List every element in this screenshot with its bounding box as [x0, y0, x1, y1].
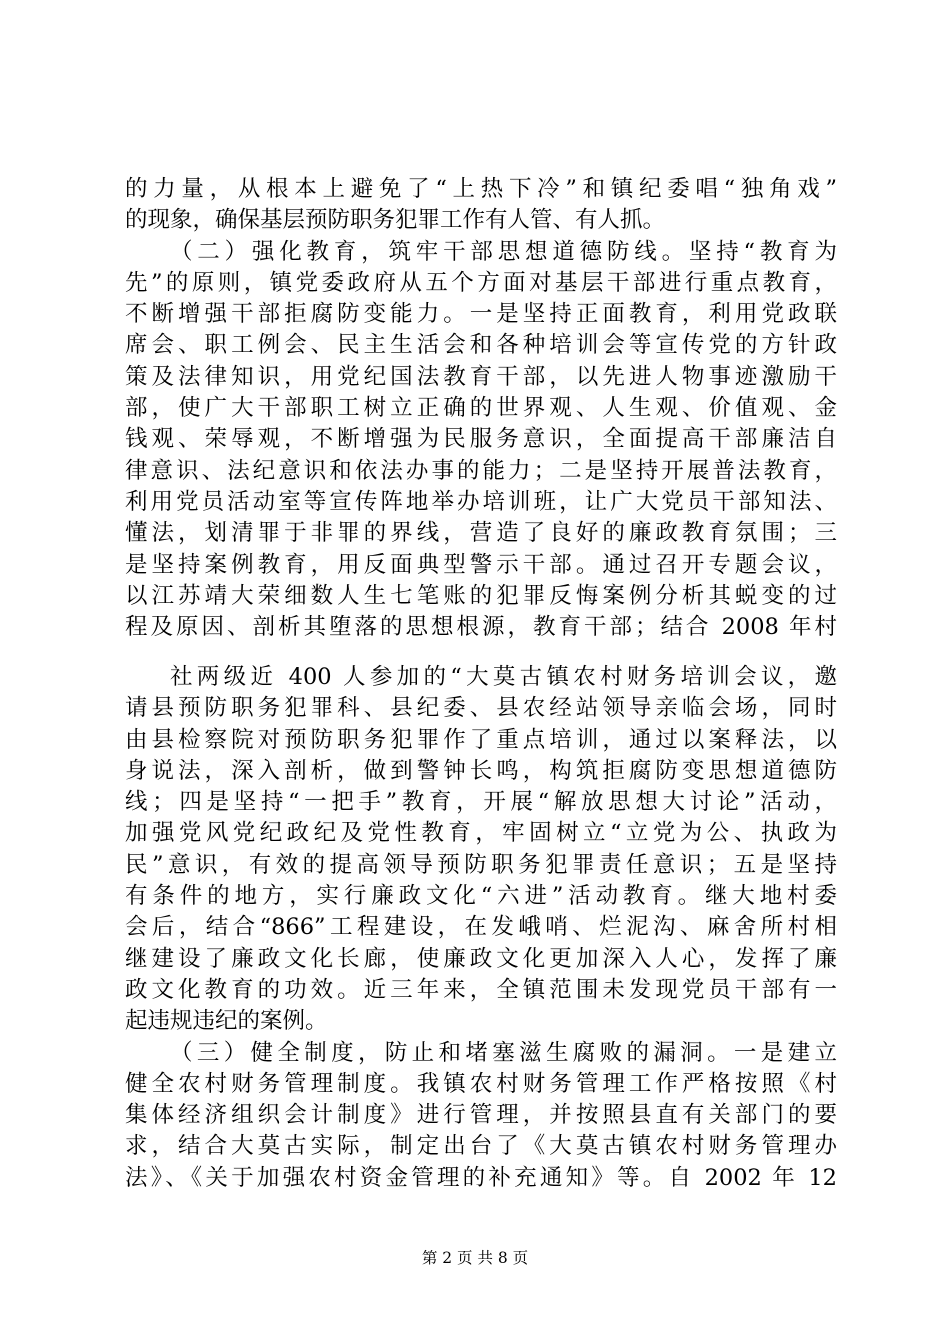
text-line: 政文化教育的功效。近三年来，全镇范围未发现党员干部有一: [125, 976, 837, 1003]
text-line: 策及法律知识，用党纪国法教育干部，以先进人物事迹激励干: [125, 363, 837, 390]
text-line: （二）强化教育，筑牢干部思想道德防线。坚持“教育为: [170, 238, 837, 265]
text-line: 起违规违纪的案例。: [125, 1008, 328, 1035]
text-line: 懂法，划清罪于非罪的界线，营造了良好的廉政教育氛围；三: [125, 520, 837, 547]
text-line: 法》、《关于加强农村资金管理的补充通知》等。自 2002 年 12: [125, 1164, 837, 1191]
text-line: （三）健全制度，防止和堵塞滋生腐败的漏洞。一是建立: [170, 1039, 837, 1066]
text-line: 有条件的地方，实行廉政文化“六进”活动教育。继大地村委: [125, 883, 837, 910]
text-line: 身说法，深入剖析，做到警钟长鸣，构筑拒腐防变思想道德防: [125, 757, 837, 784]
text-line: 会后，结合“866”工程建设，在发峨哨、烂泥沟、麻舍所村相: [125, 914, 837, 941]
text-line: 集体经济组织会计制度》进行管理，并按照县直有关部门的要: [125, 1102, 837, 1129]
text-line: 请县预防职务犯罪科、县纪委、县农经站领导亲临会场，同时: [125, 695, 837, 722]
text-line: 由县检察院对预防职务犯罪作了重点培训，通过以案释法，以: [125, 726, 837, 753]
text-line: 利用党员活动室等宣传阵地举办培训班，让广大党员干部知法、: [125, 488, 837, 515]
text-line: 律意识、法纪意识和依法办事的能力；二是坚持开展普法教育，: [125, 457, 837, 484]
page-footer: 第 2 页 共 8 页: [421, 1249, 529, 1267]
text-line: 不断增强干部拒腐防变能力。一是坚持正面教育，利用党政联: [125, 301, 837, 328]
text-line: 加强党风党纪政纪及党性教育，牢固树立“立党为公、执政为: [125, 820, 837, 847]
text-line: 先”的原则，镇党委政府从五个方面对基层干部进行重点教育，: [125, 269, 837, 296]
text-line: 是坚持案例教育，用反面典型警示干部。通过召开专题会议，: [125, 551, 837, 578]
text-line: 的力量，从根本上避免了“上热下冷”和镇纪委唱“独角戏”: [125, 176, 837, 202]
text-line: 民”意识，有效的提高领导预防职务犯罪责任意识；五是坚持: [125, 851, 837, 878]
text-line: 社两级近 400 人参加的“大莫古镇农村财务培训会议，邀: [170, 664, 837, 690]
text-line: 席会、职工例会、民主生活会和各种培训会等宣传党的方针政: [125, 332, 837, 359]
text-block-bottom: [125, 662, 837, 1194]
text-line: 健全农村财务管理制度。我镇农村财务管理工作严格按照《村: [125, 1070, 837, 1097]
text-line: 钱观、荣辱观，不断增强为民服务意识，全面提高干部廉洁自: [125, 426, 837, 453]
text-line: 继建设了廉政文化长廊，使廉政文化更加深入人心，发挥了廉: [125, 945, 837, 972]
text-line: 求，结合大莫古实际，制定出台了《大莫古镇农村财务管理办: [125, 1133, 837, 1160]
text-line: 部，使广大干部职工树立正确的世界观、人生观、价值观、金: [125, 395, 837, 422]
text-line: 程及原因、剖析其堕落的思想根源，教育干部；结合 2008 年村: [125, 614, 837, 641]
text-block-top: [125, 174, 837, 643]
text-line: 的现象，确保基层预防职务犯罪工作有人管、有人抓。: [125, 207, 666, 234]
text-line: 以江苏靖大荣细数人生七笔账的犯罪反悔案例分析其蜕变的过: [125, 582, 837, 609]
text-line: 线；四是坚持“一把手”教育，开展“解放思想大讨论”活动，: [125, 789, 837, 816]
